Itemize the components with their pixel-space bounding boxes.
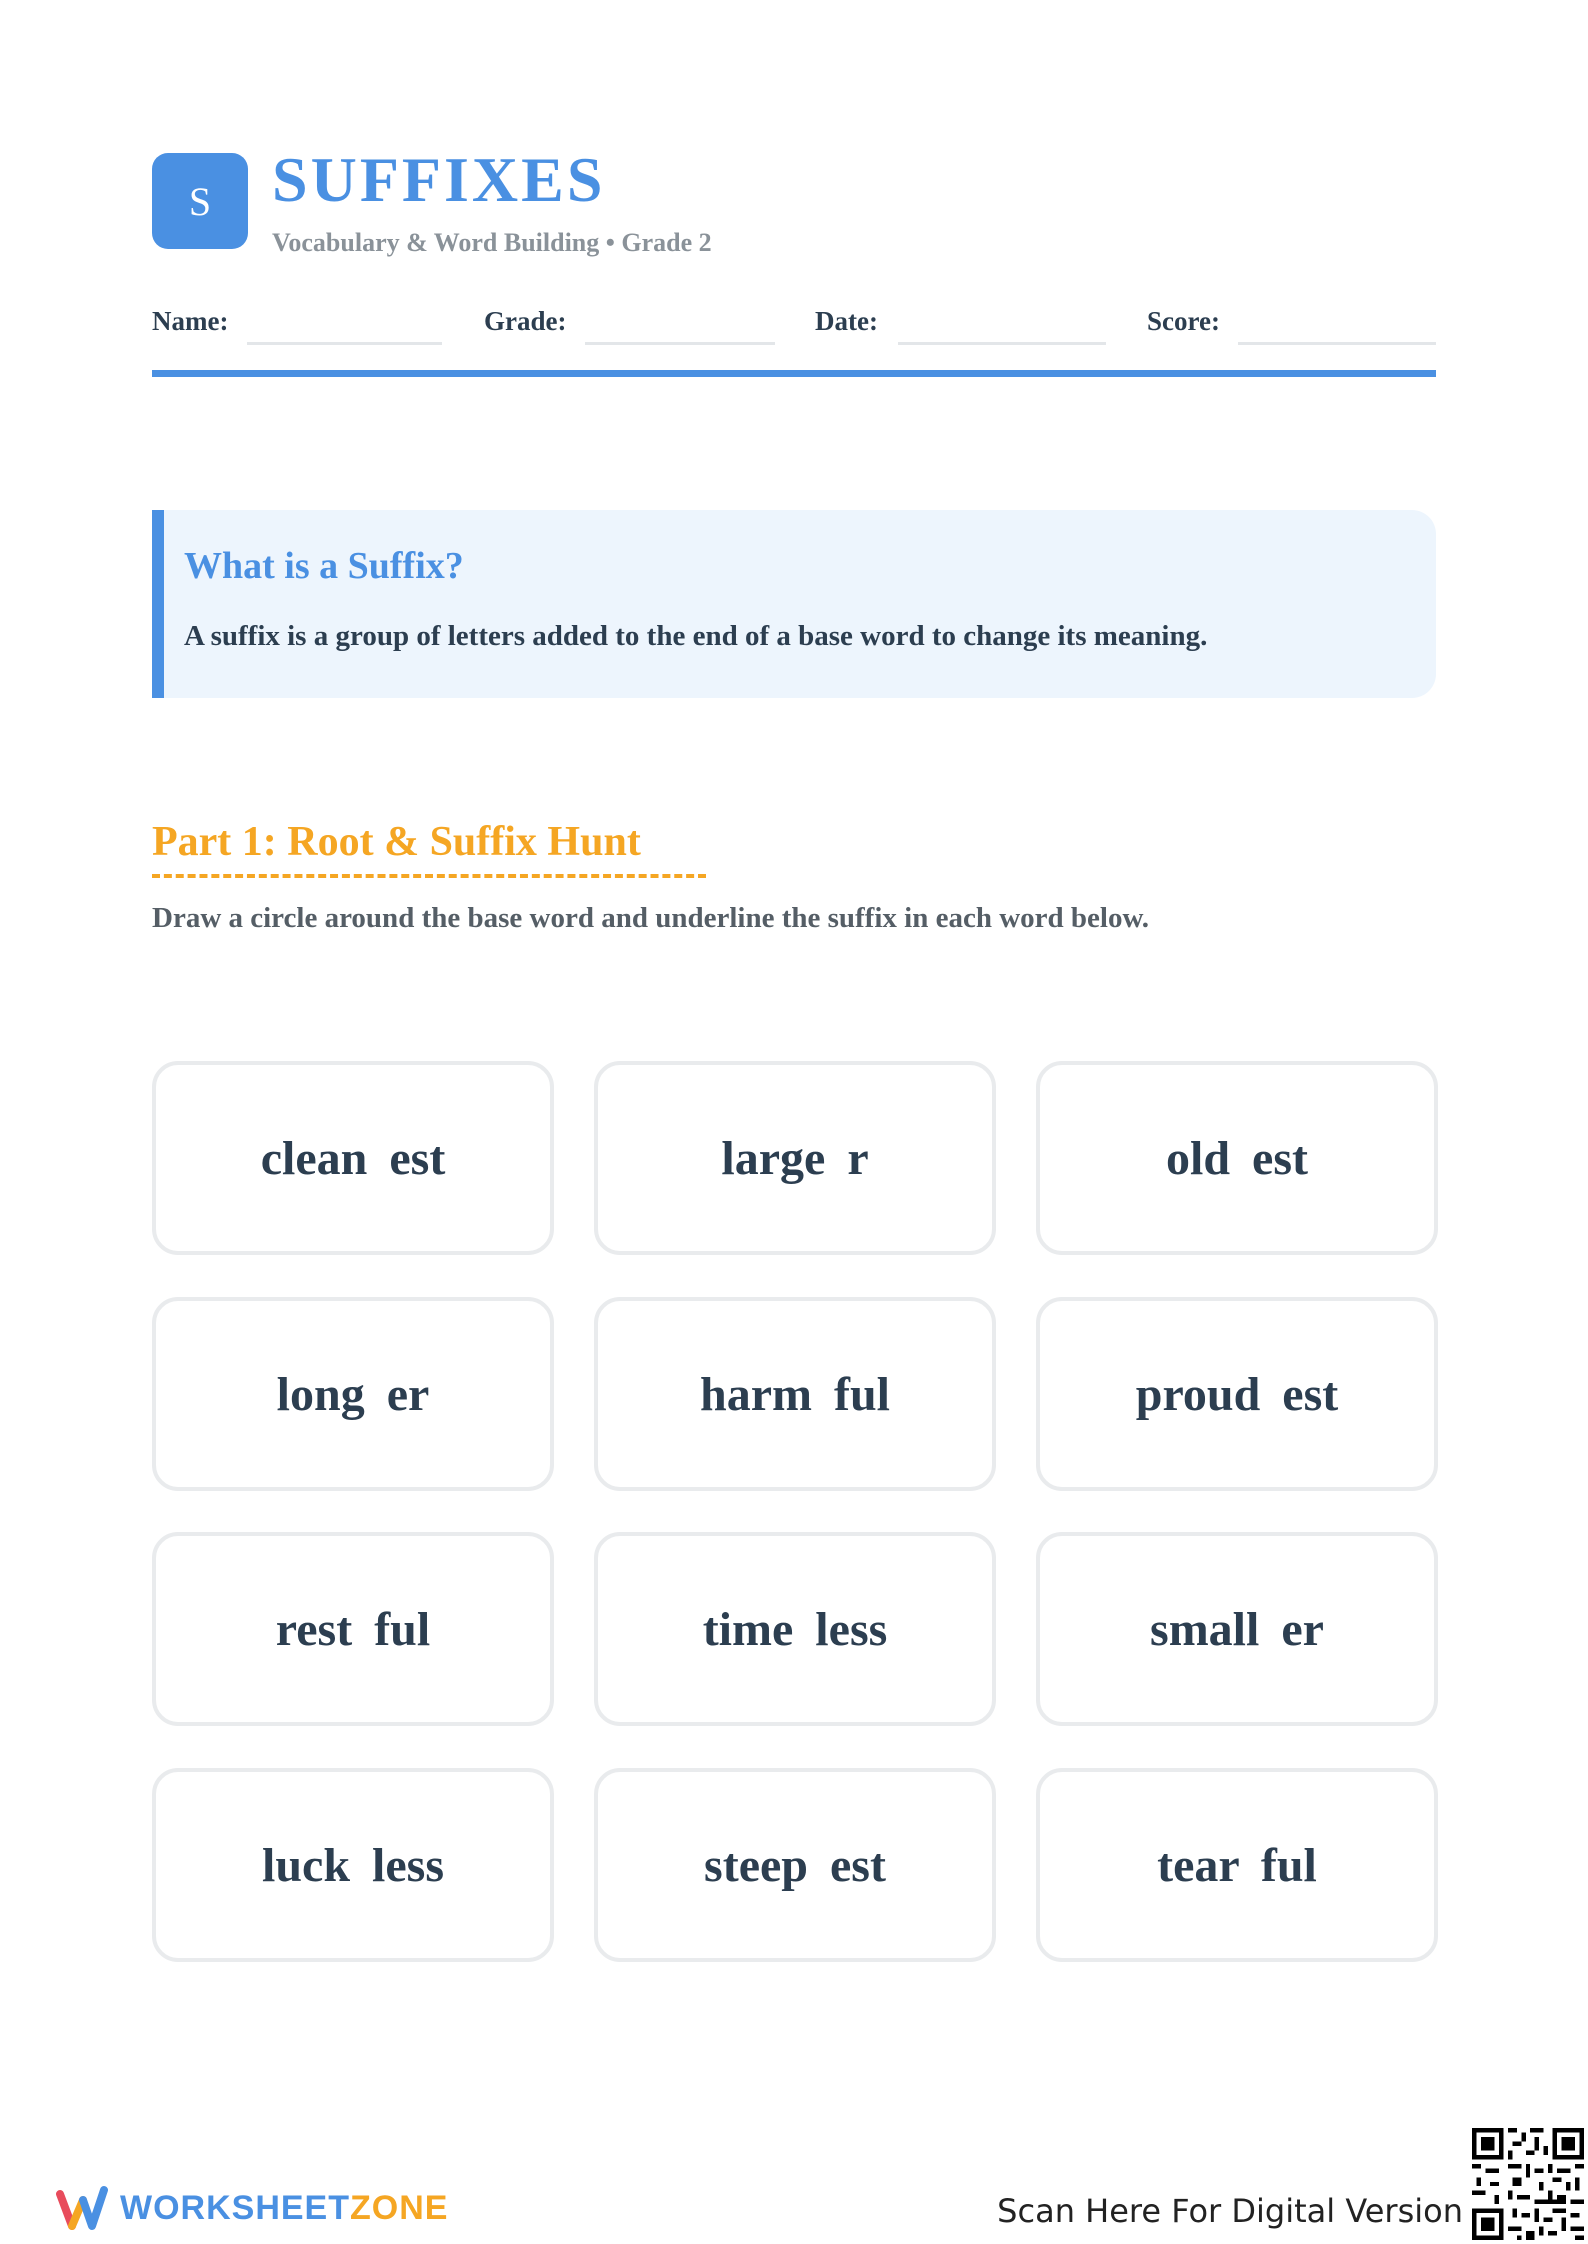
page-title: SUFFIXES: [272, 144, 606, 215]
word-card[interactable]: [594, 1061, 996, 1255]
name-label: Name:: [152, 306, 229, 336]
word-text: time less: [702, 1602, 888, 1656]
score-label: Score:: [1147, 306, 1220, 336]
word-card[interactable]: [152, 1297, 554, 1491]
word-text: long er: [276, 1367, 430, 1421]
header-divider: [152, 370, 1436, 377]
grade-field[interactable]: [585, 342, 775, 345]
date-label: Date:: [815, 306, 878, 336]
part1-instructions: Draw a circle around the base word and underline the suffix in each word below.: [152, 902, 1150, 934]
word-text: clean est: [260, 1131, 446, 1185]
word-card[interactable]: [152, 1532, 554, 1726]
word-text: old est: [1166, 1131, 1308, 1185]
brand-logo: [56, 2182, 448, 2234]
word-card[interactable]: [1036, 1297, 1438, 1491]
word-text: luck less: [261, 1838, 445, 1892]
score-field[interactable]: [1238, 342, 1436, 345]
qr-code-icon[interactable]: [1472, 2128, 1584, 2240]
definition-callout: [152, 510, 1436, 698]
logo-letter: S: [188, 178, 212, 224]
brand-name-main: WORKSHEET: [120, 2188, 350, 2227]
scan-instruction: Scan Here For Digital Version: [997, 2192, 1463, 2230]
worksheetzone-logo-icon: [56, 2182, 108, 2234]
callout-text: A suffix is a group of letters added to the end of a base word to change its meaning.: [184, 620, 1208, 652]
word-card[interactable]: [594, 1532, 996, 1726]
part1-underline: [152, 874, 706, 878]
logo-badge: [152, 153, 248, 249]
brand-name: [120, 2189, 448, 2228]
brand-name-accent: ZONE: [350, 2188, 449, 2227]
page-subtitle: Vocabulary & Word Building • Grade 2: [272, 228, 712, 257]
callout-title: What is a Suffix?: [184, 545, 464, 587]
word-text: steep est: [704, 1838, 886, 1892]
word-text: harm ful: [700, 1367, 890, 1421]
word-card[interactable]: [1036, 1061, 1438, 1255]
word-card[interactable]: [594, 1768, 996, 1962]
date-field[interactable]: [898, 342, 1106, 345]
word-card[interactable]: [1036, 1532, 1438, 1726]
grade-label: Grade:: [484, 306, 567, 336]
word-card[interactable]: [152, 1061, 554, 1255]
word-card[interactable]: [152, 1768, 554, 1962]
part1-title: Part 1: Root & Suffix Hunt: [152, 819, 641, 865]
word-card[interactable]: [1036, 1768, 1438, 1962]
word-text: tear ful: [1157, 1838, 1317, 1892]
word-text: proud est: [1135, 1367, 1339, 1421]
word-text: small er: [1150, 1602, 1324, 1656]
word-card[interactable]: [594, 1297, 996, 1491]
word-text: rest ful: [275, 1602, 431, 1656]
word-text: large r: [721, 1131, 869, 1185]
name-field[interactable]: [247, 342, 442, 345]
